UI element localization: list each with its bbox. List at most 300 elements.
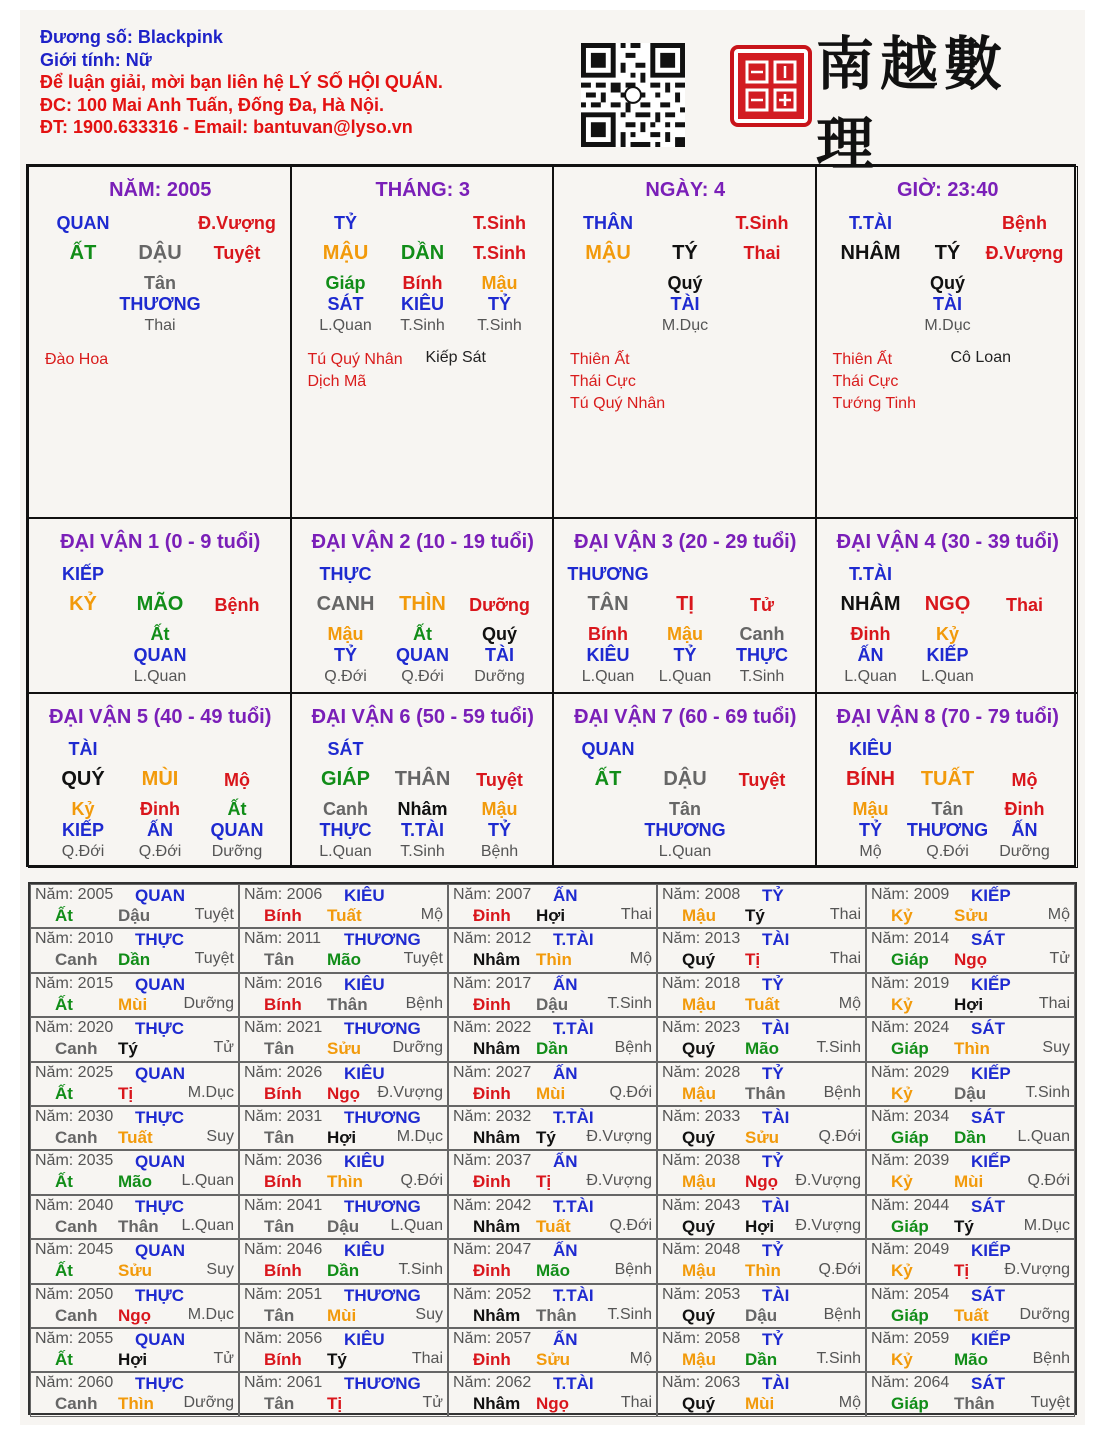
pillar-branch: DẦN xyxy=(400,242,445,264)
year-label: Năm: 2040 xyxy=(35,1196,114,1214)
year-ten-god: QUAN xyxy=(135,1063,186,1083)
shen-sha-star: Cô Loan xyxy=(950,349,1011,366)
dai-van-ten-god: KIẾP xyxy=(61,564,105,584)
year-cell xyxy=(239,884,448,928)
hidden-stem: Kỷ xyxy=(935,624,960,644)
year-stem: Kỷ xyxy=(891,1350,913,1369)
year-label: Năm: 2043 xyxy=(662,1196,741,1214)
pillar-branch-state: T.Sinh xyxy=(473,243,526,263)
year-branch: Dậu xyxy=(327,1216,360,1236)
year-label: Năm: 2046 xyxy=(244,1241,323,1259)
year-state: Thai xyxy=(829,906,861,923)
hidden-ten-god: TỶ xyxy=(487,294,512,314)
pillar-title: THÁNG: 3 xyxy=(375,179,470,201)
year-cell xyxy=(866,973,1075,1017)
year-branch: Dậu xyxy=(954,1083,987,1103)
year-label: Năm: 2007 xyxy=(453,886,532,903)
qr-code-icon[interactable] xyxy=(581,43,685,147)
year-stem: Đinh xyxy=(473,1350,511,1369)
dai-van-cell xyxy=(553,693,816,868)
dai-van-ten-god: THƯƠNG xyxy=(567,564,649,584)
year-stem: Bính xyxy=(264,1261,302,1281)
hidden-stem: Mậu xyxy=(481,273,518,293)
year-state: Thai xyxy=(829,950,861,968)
year-ten-god: ẤN xyxy=(553,1152,578,1172)
year-ten-god: TỶ xyxy=(762,1330,784,1349)
shen-sha-star: Dịch Mã xyxy=(307,373,367,390)
year-cell xyxy=(657,1195,866,1239)
year-state: L.Quan xyxy=(181,1172,234,1190)
year-label: Năm: 2008 xyxy=(662,886,741,903)
year-ten-god: T.TÀI xyxy=(553,1108,594,1127)
year-cell xyxy=(239,973,448,1017)
year-stem: Tân xyxy=(264,1039,295,1059)
dai-van-branch: TUẤT xyxy=(920,768,975,790)
year-stem: Ất xyxy=(55,994,73,1014)
hidden-state: Q.Đới xyxy=(324,668,367,685)
hidden-ten-god: T.TÀI xyxy=(401,820,444,840)
year-state: M.Dục xyxy=(396,1128,443,1145)
year-ten-god: T.TÀI xyxy=(553,930,594,950)
year-cell xyxy=(866,1328,1075,1372)
year-ten-god: T.TÀI xyxy=(553,1374,594,1394)
dai-van-title: ĐẠI VẬN 5 (40 - 49 tuổi) xyxy=(49,706,272,728)
year-label: Năm: 2011 xyxy=(244,930,322,948)
year-cell xyxy=(448,1062,657,1106)
year-stem: Quý xyxy=(682,1394,716,1414)
year-label: Năm: 2005 xyxy=(35,886,114,903)
hidden-state: Dưỡng xyxy=(211,843,263,860)
hidden-state: M.Dục xyxy=(661,317,709,334)
hidden-ten-god: QUAN xyxy=(396,645,449,665)
year-stem: Quý xyxy=(682,1128,716,1147)
year-stem: Giáp xyxy=(891,1128,929,1147)
year-ten-god: THỰC xyxy=(135,1019,185,1039)
year-state: Đ.Vượng xyxy=(1004,1261,1070,1279)
dai-van-title: ĐẠI VẬN 4 (30 - 39 tuổi) xyxy=(836,531,1059,553)
pillar-stem: NHÂM xyxy=(840,242,901,264)
year-ten-god: T.TÀI xyxy=(553,1196,594,1216)
year-cell xyxy=(866,1284,1075,1328)
year-branch: Tị xyxy=(536,1172,552,1192)
hidden-ten-god: TỶ xyxy=(858,820,883,840)
hidden-state: T.Sinh xyxy=(400,317,445,334)
year-branch: Tị xyxy=(745,950,761,970)
year-branch: Ngọ xyxy=(536,1394,570,1414)
hidden-stem: Nhâm xyxy=(397,799,448,819)
year-state: Tuyệt xyxy=(403,950,443,968)
dai-van-cell xyxy=(28,518,291,693)
year-state: Tử xyxy=(213,1039,234,1057)
year-stem: Canh xyxy=(55,1394,98,1414)
year-state: Bệnh xyxy=(823,1305,861,1323)
year-ten-god: THƯƠNG xyxy=(344,1108,421,1127)
year-stem: Mậu xyxy=(682,906,716,925)
hidden-ten-god: TỶ xyxy=(673,645,697,665)
year-branch: Thìn xyxy=(745,1261,781,1281)
year-state: Suy xyxy=(415,1305,443,1323)
hidden-ten-god: TỶ xyxy=(487,820,512,840)
year-label: Năm: 2048 xyxy=(662,1241,741,1259)
year-cell xyxy=(448,1239,657,1283)
year-state: Q.Đới xyxy=(609,1083,652,1101)
owner-name: Đương số: Blackpink xyxy=(40,27,223,47)
year-stem: Ất xyxy=(55,1261,73,1281)
year-branch: Dần xyxy=(954,1128,987,1147)
pillar-title: NĂM: 2005 xyxy=(109,179,212,201)
hidden-stem: Ất xyxy=(413,624,432,644)
hidden-stem: Bính xyxy=(402,273,443,293)
hidden-stem: Quý xyxy=(667,273,703,293)
year-stem: Tân xyxy=(264,1305,295,1325)
year-stem: Kỷ xyxy=(891,1083,913,1103)
year-stem: Nhâm xyxy=(473,1305,521,1325)
hidden-state: Dưỡng xyxy=(474,668,525,685)
hidden-stem: Mậu xyxy=(667,624,703,644)
hidden-state: L.Quan xyxy=(921,668,974,685)
year-branch: Hợi xyxy=(536,906,566,925)
year-state: Dưỡng xyxy=(1019,1305,1070,1323)
year-ten-god: SÁT xyxy=(971,1019,1005,1039)
year-ten-god: SÁT xyxy=(971,1108,1005,1127)
year-branch: Ngọ xyxy=(327,1083,361,1103)
year-cell xyxy=(239,1062,448,1106)
year-ten-god: THỰC xyxy=(135,1108,185,1127)
hidden-state: Bệnh xyxy=(480,843,519,860)
year-branch: Thân xyxy=(536,1305,577,1325)
year-branch: Thìn xyxy=(118,1394,154,1414)
year-cell xyxy=(448,884,657,928)
year-label: Năm: 2017 xyxy=(453,974,532,992)
year-label: Năm: 2036 xyxy=(244,1152,323,1170)
year-branch: Tý xyxy=(745,906,765,925)
year-label: Năm: 2051 xyxy=(244,1285,323,1303)
year-branch: Thân xyxy=(745,1083,786,1103)
year-state: Thai xyxy=(1038,994,1070,1012)
year-branch: Mão xyxy=(954,1350,988,1369)
year-branch: Tý xyxy=(327,1350,347,1369)
year-branch: Sửu xyxy=(745,1128,780,1147)
year-state: Dưỡng xyxy=(392,1039,443,1057)
hidden-ten-god: ẤN xyxy=(857,645,884,665)
year-ten-god: ẤN xyxy=(553,886,578,905)
hidden-state: Q.Đới xyxy=(61,843,105,860)
year-state: Bệnh xyxy=(823,1083,861,1101)
year-cell xyxy=(657,1150,866,1194)
year-state: Thai xyxy=(620,1394,652,1412)
year-stem: Ất xyxy=(55,1350,73,1369)
year-stem: Nhâm xyxy=(473,1128,521,1147)
year-stem: Quý xyxy=(682,950,716,970)
year-stem: Nhâm xyxy=(473,1216,521,1236)
year-cell xyxy=(866,1017,1075,1061)
hidden-state: Dưỡng xyxy=(999,843,1050,860)
year-state: Suy xyxy=(1042,1039,1070,1057)
year-cell xyxy=(30,1062,239,1106)
year-state: Đ.Vượng xyxy=(795,1216,861,1234)
year-stem: Mậu xyxy=(682,1172,716,1192)
dai-van-cell xyxy=(816,518,1079,693)
year-label: Năm: 2041 xyxy=(244,1196,323,1214)
year-state: Tử xyxy=(422,1394,443,1412)
dai-van-branch: THÌN xyxy=(399,593,446,615)
pillar-branch-state: Tuyệt xyxy=(213,243,261,263)
hidden-stem: Canh xyxy=(739,624,785,644)
hidden-stem: Tân xyxy=(143,273,177,293)
year-state: Thai xyxy=(411,1350,443,1367)
pillar-cell xyxy=(291,166,554,518)
year-branch: Tuất xyxy=(536,1216,571,1236)
year-ten-god: THỰC xyxy=(135,930,185,950)
year-state: Suy xyxy=(206,1261,234,1279)
hidden-state: Q.Đới xyxy=(138,843,182,860)
year-cell xyxy=(30,1372,239,1416)
year-label: Năm: 2037 xyxy=(453,1152,532,1170)
year-label: Năm: 2059 xyxy=(871,1330,950,1347)
year-ten-god: TÀI xyxy=(762,1108,790,1127)
year-cell xyxy=(239,928,448,972)
dai-van-stem: TÂN xyxy=(587,593,629,615)
year-label: Năm: 2026 xyxy=(244,1063,323,1081)
year-stem: Tân xyxy=(264,1128,295,1147)
year-ten-god: ẤN xyxy=(553,1063,578,1083)
year-state: T.Sinh xyxy=(398,1261,443,1279)
hidden-stem: Kỷ xyxy=(71,799,95,819)
year-ten-god: KIÊU xyxy=(344,1152,385,1172)
shen-sha-star: Thiên Ất xyxy=(832,351,893,368)
annual-table xyxy=(28,882,1077,1415)
year-cell xyxy=(448,1328,657,1372)
year-state: Suy xyxy=(206,1128,234,1145)
year-cell xyxy=(30,973,239,1017)
year-cell xyxy=(239,1372,448,1416)
year-ten-god: KIÊU xyxy=(344,1330,385,1349)
dai-van-cell xyxy=(28,693,291,868)
year-stem: Bính xyxy=(264,1350,302,1369)
year-branch: Tị xyxy=(118,1083,134,1103)
year-stem: Tân xyxy=(264,1216,295,1236)
year-stem: Đinh xyxy=(473,1083,511,1103)
year-state: M.Dục xyxy=(187,1083,234,1101)
year-label: Năm: 2064 xyxy=(871,1374,950,1392)
hidden-ten-god: THƯƠNG xyxy=(644,820,726,840)
dai-van-stem: KỶ xyxy=(69,593,97,615)
year-branch: Mão xyxy=(745,1039,779,1059)
dai-van-title: ĐẠI VẬN 6 (50 - 59 tuổi) xyxy=(311,706,534,728)
shen-sha-star: Kiếp Sát xyxy=(425,349,486,366)
year-ten-god: ẤN xyxy=(553,1330,578,1349)
hidden-ten-god: TỶ xyxy=(333,645,358,665)
dai-van-branch: MÃO xyxy=(136,593,184,615)
year-label: Năm: 2042 xyxy=(453,1196,532,1214)
dai-van-branch: DẬU xyxy=(663,768,707,790)
year-label: Năm: 2021 xyxy=(244,1019,323,1037)
year-ten-god: ẤN xyxy=(553,1241,578,1261)
year-state: Mộ xyxy=(629,950,652,968)
hidden-ten-god: KIÊU xyxy=(400,294,445,314)
year-branch: Dậu xyxy=(745,1305,778,1325)
year-cell xyxy=(30,1150,239,1194)
year-ten-god: ẤN xyxy=(553,974,578,994)
hidden-stem: Tân xyxy=(931,799,964,819)
year-stem: Kỷ xyxy=(891,1261,913,1281)
year-ten-god: T.TÀI xyxy=(553,1019,594,1039)
year-stem: Nhâm xyxy=(473,950,521,970)
year-cell xyxy=(239,1284,448,1328)
hidden-state: Mộ xyxy=(859,843,882,860)
year-state: Đ.Vượng xyxy=(586,1172,652,1190)
hidden-ten-god: TÀI xyxy=(485,645,514,665)
year-state: Bệnh xyxy=(405,994,443,1012)
pillar-branch: TÝ xyxy=(934,242,961,264)
year-cell xyxy=(239,1106,448,1150)
year-label: Năm: 2023 xyxy=(662,1019,741,1037)
year-label: Năm: 2020 xyxy=(35,1019,114,1037)
year-branch: Tý xyxy=(954,1216,974,1236)
dai-van-cell xyxy=(291,518,554,693)
year-branch: Tý xyxy=(118,1039,138,1059)
pillar-title: NGÀY: 4 xyxy=(645,179,726,201)
year-label: Năm: 2012 xyxy=(453,930,532,948)
year-state: L.Quan xyxy=(181,1216,234,1234)
year-ten-god: THƯƠNG xyxy=(344,1374,421,1394)
pillar-title: GIỜ: 23:40 xyxy=(896,179,999,201)
year-stem: Giáp xyxy=(891,1305,929,1325)
year-cell xyxy=(657,1017,866,1061)
dai-van-title: ĐẠI VẬN 2 (10 - 19 tuổi) xyxy=(311,531,534,553)
pillar-ten-god: THÂN xyxy=(583,213,633,233)
year-cell xyxy=(657,973,866,1017)
dai-van-state: Dưỡng xyxy=(469,595,530,615)
pillar-branch-state: Đ.Vượng xyxy=(985,243,1064,263)
hidden-state: Q.Đới xyxy=(401,668,444,685)
hidden-stem: Mậu xyxy=(327,624,364,644)
year-ten-god: KIẾP xyxy=(971,1063,1011,1083)
year-branch: Mão xyxy=(118,1172,152,1192)
year-branch: Tị xyxy=(327,1394,343,1414)
year-branch: Tuất xyxy=(745,994,780,1014)
dai-van-branch: NGỌ xyxy=(924,593,971,615)
hidden-state: T.Sinh xyxy=(739,668,785,685)
year-label: Năm: 2035 xyxy=(35,1152,114,1170)
dai-van-state: Tử xyxy=(749,595,775,615)
year-ten-god: SÁT xyxy=(971,1285,1005,1305)
year-label: Năm: 2053 xyxy=(662,1285,741,1303)
dai-van-ten-god: TÀI xyxy=(68,739,98,759)
year-stem: Mậu xyxy=(682,1261,716,1281)
year-stem: Kỷ xyxy=(891,994,913,1014)
year-state: Bệnh xyxy=(614,1261,652,1279)
year-ten-god: KIÊU xyxy=(344,1063,385,1083)
year-branch: Dần xyxy=(118,950,151,970)
year-branch: Thân xyxy=(327,994,368,1014)
year-state: T.Sinh xyxy=(816,1039,861,1057)
hidden-ten-god: THƯƠNG xyxy=(906,820,989,840)
year-stem: Quý xyxy=(682,1039,716,1059)
year-stem: Nhâm xyxy=(473,1394,521,1414)
year-cell xyxy=(866,1372,1075,1416)
year-cell xyxy=(239,1239,448,1283)
year-label: Năm: 2019 xyxy=(871,974,950,992)
shen-sha-star: Tướng Tinh xyxy=(832,395,916,412)
year-label: Năm: 2022 xyxy=(453,1019,532,1037)
address-line: ĐC: 100 Mai Anh Tuấn, Đống Đa, Hà Nội. xyxy=(40,94,385,115)
hidden-ten-god: THƯƠNG xyxy=(119,294,201,314)
year-cell xyxy=(30,884,239,928)
seal-stamp-icon xyxy=(729,44,813,128)
year-ten-god: KIÊU xyxy=(344,886,385,905)
dai-van-ten-god: KIÊU xyxy=(848,739,893,759)
year-label: Năm: 2044 xyxy=(871,1196,950,1214)
hidden-state: L.Quan xyxy=(844,668,897,685)
year-label: Năm: 2054 xyxy=(871,1285,950,1303)
hidden-ten-god: QUAN xyxy=(133,645,187,665)
year-cell xyxy=(30,1284,239,1328)
year-branch: Mùi xyxy=(954,1172,984,1192)
chart-grid xyxy=(26,164,1076,867)
hidden-ten-god: SÁT xyxy=(327,294,364,314)
year-stem: Giáp xyxy=(891,950,929,970)
year-cell xyxy=(448,928,657,972)
dai-van-ten-god: QUAN xyxy=(581,739,635,759)
year-ten-god: TỶ xyxy=(762,1063,784,1083)
year-cell xyxy=(657,884,866,928)
phone-email-line: ĐT: 1900.633316 - Email: bantuvan@lyso.vn xyxy=(40,117,413,137)
year-branch: Ngọ xyxy=(954,950,988,970)
year-cell xyxy=(30,1017,239,1061)
hidden-state: L.Quan xyxy=(319,843,372,860)
dai-van-title: ĐẠI VẬN 1 (0 - 9 tuổi) xyxy=(60,531,261,553)
year-ten-god: TỶ xyxy=(762,886,784,905)
year-ten-god: THƯƠNG xyxy=(344,930,421,950)
pillar-branch: DẬU xyxy=(138,242,182,264)
hidden-state: M.Dục xyxy=(924,317,971,334)
year-state: Thai xyxy=(620,906,652,923)
year-stem: Nhâm xyxy=(473,1039,521,1059)
year-cell xyxy=(657,1284,866,1328)
year-ten-god: THỰC xyxy=(135,1285,185,1305)
year-ten-god: KIẾP xyxy=(971,1241,1011,1261)
year-ten-god: THƯƠNG xyxy=(344,1196,421,1216)
year-state: Mộ xyxy=(420,906,443,923)
hidden-ten-god: KIẾP xyxy=(61,820,105,840)
year-stem: Đinh xyxy=(473,906,511,925)
year-branch: Mùi xyxy=(327,1305,357,1325)
year-cell xyxy=(239,1195,448,1239)
hidden-stem: Đinh xyxy=(850,624,891,644)
pillar-ten-god: TỶ xyxy=(333,213,358,233)
year-branch: Thìn xyxy=(954,1039,990,1059)
year-ten-god: QUAN xyxy=(135,974,186,994)
year-cell xyxy=(866,1106,1075,1150)
year-ten-god: T.TÀI xyxy=(553,1285,594,1305)
year-ten-god: QUAN xyxy=(135,1241,186,1261)
hidden-stem: Quý xyxy=(929,273,966,293)
hidden-ten-god: TÀI xyxy=(933,294,962,314)
year-state: Tuyệt xyxy=(194,906,234,923)
year-label: Năm: 2038 xyxy=(662,1152,741,1170)
year-label: Năm: 2060 xyxy=(35,1374,114,1392)
hidden-ten-god: ẤN xyxy=(147,820,173,840)
shen-sha-star: Thái Cực xyxy=(570,373,636,390)
year-state: L.Quan xyxy=(390,1216,443,1234)
hidden-stem: Tân xyxy=(668,799,702,819)
pillar-stem: MẬU xyxy=(585,242,631,264)
dai-van-title: ĐẠI VẬN 3 (20 - 29 tuổi) xyxy=(574,531,797,553)
year-cell xyxy=(448,973,657,1017)
year-state: Q.Đới xyxy=(1027,1172,1070,1190)
year-branch: Dần xyxy=(745,1350,778,1369)
